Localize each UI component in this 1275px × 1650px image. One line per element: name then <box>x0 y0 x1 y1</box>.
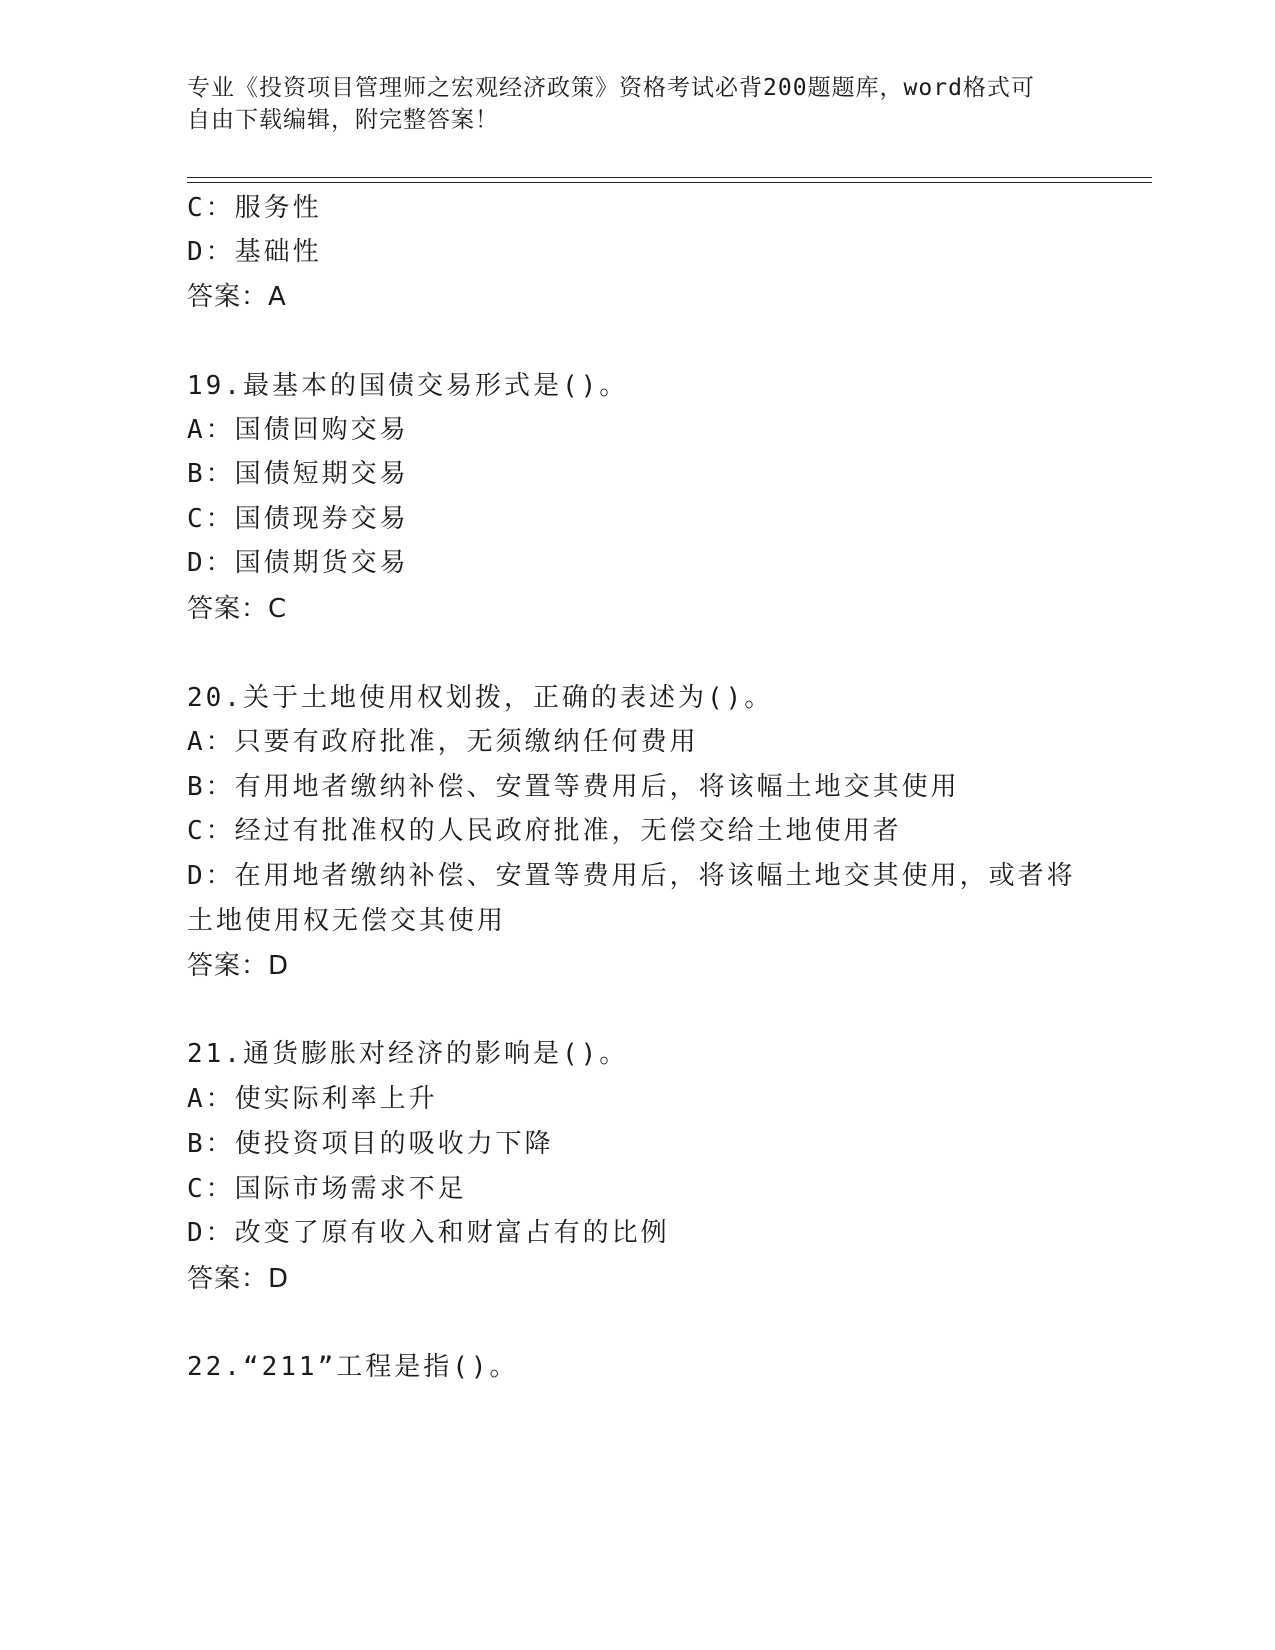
q19-question: 19.最基本的国债交易形式是()。 <box>187 371 629 401</box>
header-divider-top <box>187 177 1152 178</box>
q20-answer: 答案：D <box>187 951 290 981</box>
q21-question: 21.通货膨胀对经济的影响是()。 <box>187 1039 629 1069</box>
q21-option-c: C：国际市场需求不足 <box>187 1174 467 1204</box>
q19-option-b: B：国债短期交易 <box>187 459 409 489</box>
prev-answer: 答案：A <box>187 282 287 312</box>
q22-question: 22.“211”工程是指()。 <box>187 1352 519 1382</box>
q21-option-a: A：使实际利率上升 <box>187 1084 438 1114</box>
document-header <box>187 72 1067 136</box>
q20-option-d-line-2: 土地使用权无偿交其使用 <box>187 906 507 936</box>
q21-option-d: D：改变了原有收入和财富占有的比例 <box>187 1218 670 1248</box>
q20-option-c: C：经过有批准权的人民政府批准，无偿交给土地使用者 <box>187 816 902 846</box>
q19-option-d: D：国债期货交易 <box>187 548 409 578</box>
q19-option-a: A：国债回购交易 <box>187 415 409 445</box>
q19-option-c: C：国债现券交易 <box>187 504 409 534</box>
header-divider-bottom <box>187 182 1152 183</box>
prev-option-d: D：基础性 <box>187 237 322 267</box>
header-line-1: 专业《投资项目管理师之宏观经济政策》资格考试必背200题题库，word格式可 <box>187 75 1035 101</box>
q20-question: 20.关于土地使用权划拨，正确的表述为()。 <box>187 683 774 713</box>
header-line-2: 自由下载编辑，附完整答案！ <box>187 107 499 133</box>
q20-option-d-line-1: D：在用地者缴纳补偿、安置等费用后，将该幅土地交其使用，或者将 <box>187 861 1076 891</box>
q20-option-b: B：有用地者缴纳补偿、安置等费用后，将该幅土地交其使用 <box>187 772 960 802</box>
q19-answer: 答案：C <box>187 594 288 624</box>
q21-option-b: B：使投资项目的吸收力下降 <box>187 1129 554 1159</box>
q20-option-a: A：只要有政府批准，无须缴纳任何费用 <box>187 727 699 757</box>
q21-answer: 答案：D <box>187 1264 290 1294</box>
prev-option-c: C：服务性 <box>187 193 322 223</box>
